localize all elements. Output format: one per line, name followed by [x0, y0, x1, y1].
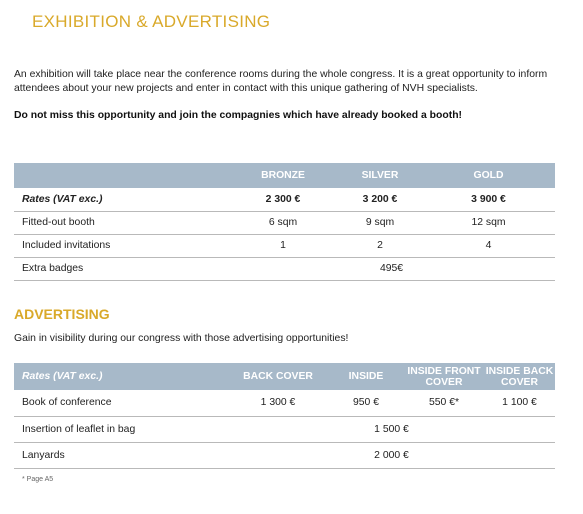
cell-value: 2: [338, 234, 422, 257]
advertising-title: ADVERTISING: [14, 306, 110, 322]
exhibition-header-silver: SILVER: [338, 163, 422, 188]
advertising-intro: Gain in visibility during our congress with those advertising opportunities!: [14, 333, 349, 344]
call-to-action: Do not miss this opportunity and join the compagnies which have already booked a booth!: [14, 110, 462, 121]
row-label: Insertion of leaflet in bag: [14, 416, 228, 442]
row-label: Fitted-out booth: [14, 211, 228, 234]
cell-value: 4: [422, 234, 555, 257]
cell-value: 6 sqm: [228, 211, 338, 234]
footnote: * Page A5: [22, 476, 54, 483]
table-row: [14, 257, 555, 280]
exhibition-header-bronze: BRONZE: [228, 163, 338, 188]
row-label: Extra badges: [14, 257, 228, 280]
exhibition-header-gold: GOLD: [422, 163, 555, 188]
cell-value: 3 200 €: [338, 188, 422, 211]
cell-value: 3 900 €: [422, 188, 555, 211]
cell-value: 12 sqm: [422, 211, 555, 234]
row-label: Lanyards: [14, 442, 228, 468]
exhibition-table: [14, 163, 555, 281]
table-row: [14, 188, 555, 211]
exhibition-header-blank: [14, 163, 228, 188]
intro-paragraph: An exhibition will take place near the conference rooms during the whole congress. It is a great opportunity to inform attendees about your new projects and enter in contact with this unique gathering of NVH specialists.: [14, 69, 548, 94]
advertising-header-back-cover: BACK COVER: [228, 363, 328, 390]
exhibition-header-row: [14, 163, 555, 188]
advertising-header-inside-front-cover: INSIDE FRONT COVER: [404, 363, 484, 390]
cell-value: 950 €: [328, 390, 404, 416]
cell-value: 1 300 €: [228, 390, 328, 416]
cell-value-spanned: 1 500 €: [228, 416, 555, 442]
cell-value-spanned: 2 000 €: [228, 442, 555, 468]
page-title: EXHIBITION & ADVERTISING: [32, 12, 271, 31]
row-label: Rates (VAT exc.): [14, 188, 228, 211]
advertising-header-inside-back-cover: INSIDE BACK COVER: [484, 363, 555, 390]
advertising-header-inside: INSIDE: [328, 363, 404, 390]
cell-value: 550 €*: [404, 390, 484, 416]
cell-value: 9 sqm: [338, 211, 422, 234]
table-row: [14, 211, 555, 234]
table-row: [14, 234, 555, 257]
row-label: Included invitations: [14, 234, 228, 257]
advertising-table: [14, 363, 555, 469]
table-row: [14, 416, 555, 442]
advertising-header-row: [14, 363, 555, 390]
row-label: Book of conference: [14, 390, 228, 416]
cell-value: 1: [228, 234, 338, 257]
table-row: [14, 390, 555, 416]
cell-value-spanned: 495€: [228, 257, 555, 280]
advertising-header-rates: Rates (VAT exc.): [14, 363, 228, 390]
table-row: [14, 442, 555, 468]
cell-value: 1 100 €: [484, 390, 555, 416]
cell-value: 2 300 €: [228, 188, 338, 211]
